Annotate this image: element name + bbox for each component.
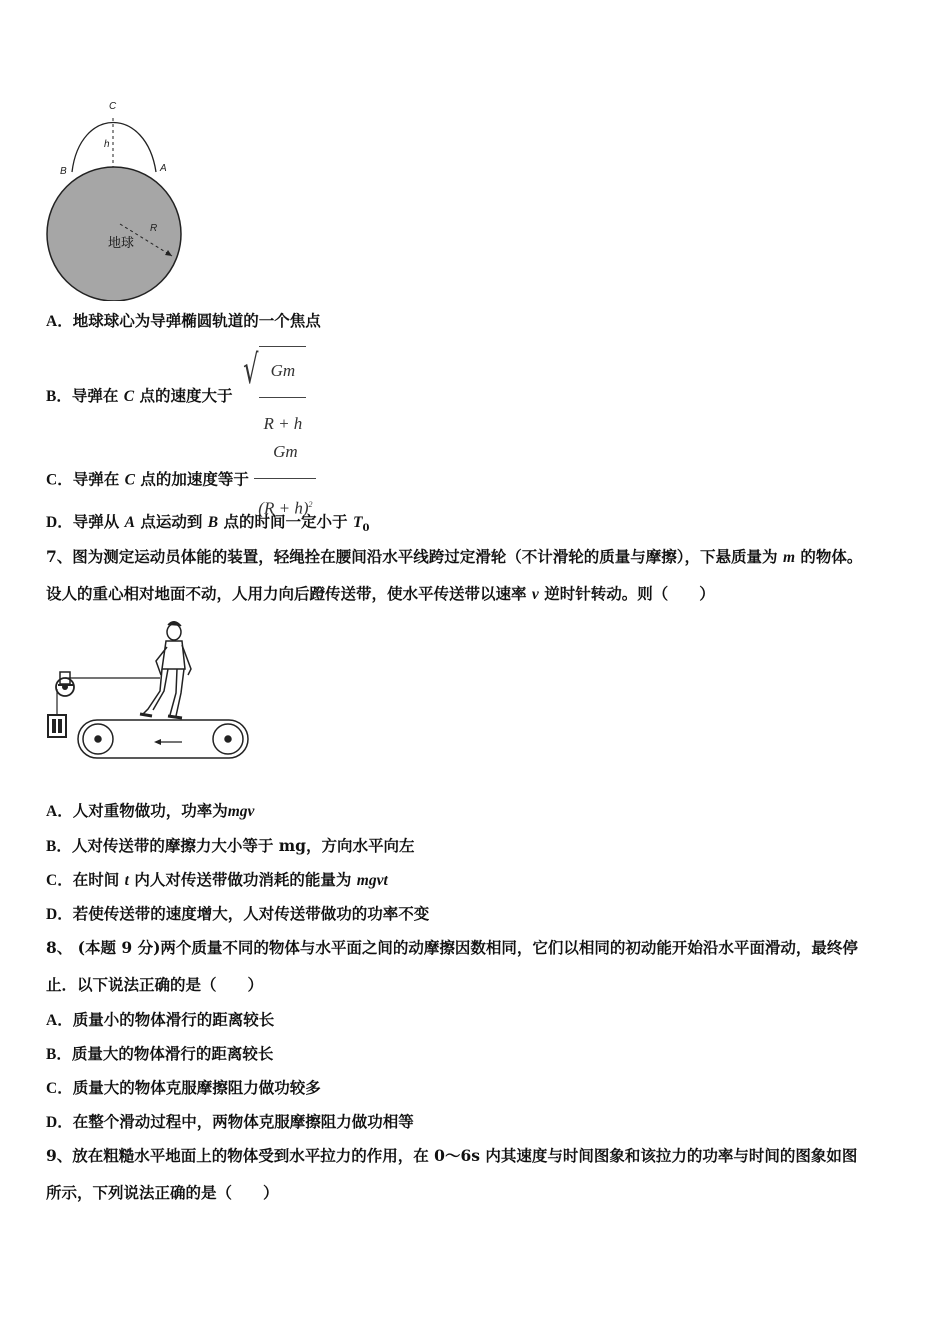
label-a: A [160, 163, 167, 174]
conveyor-belt [78, 720, 248, 758]
q6-option-d: D．导弹从 A 点运动到 B 点的时间一定小于 $T_0$ [46, 512, 370, 535]
q7-option-b: B．人对传送带的摩擦力大小等于 mg，方向水平向左 [46, 836, 415, 855]
q7-option-d: D．若使传送带的速度增大，人对传送带做功的功率不变 [46, 904, 430, 923]
q7-option-c: C．在时间 t 内人对传送带做功消耗的能量为 mgvt [46, 870, 388, 889]
q8-option-c: C．质量大的物体克服摩擦阻力做功较多 [46, 1078, 321, 1097]
q7-stem-line-2: 设人的重心相对地面不动，人用力向后蹬传送带，使水平传送带以速率 v 逆时针转动。则（ ） [46, 584, 715, 603]
q6-option-b: B．导弹在 C 点的速度大于 √ $\frac{Gm}{R + h}$ [46, 346, 306, 448]
q9-stem-line-2: 所示，下列说法正确的是（ ） [46, 1183, 279, 1202]
label-earth: 地球 [108, 235, 135, 250]
q6-option-a: A．地球球心为导弹椭圆轨道的一个焦点 [46, 311, 321, 330]
label-b: B [60, 166, 67, 177]
q8-stem-line-1: 8、 (本题 9 分)两个质量不同的物体与水平面之间的动摩擦因数相同，它们以相同的初动能开始沿水平面滑动，最终停 [46, 938, 858, 957]
q8-option-b: B．质量大的物体滑行的距离较长 [46, 1044, 274, 1063]
q8-option-a: A．质量小的物体滑行的距离较长 [46, 1010, 275, 1029]
treadmill-figure [44, 617, 254, 767]
fraction-gm-over-rh: $\frac{Gm}{R + h}$ [259, 347, 306, 448]
runner-person [140, 622, 191, 718]
q7-stem-line-1: 7、图为测定运动员体能的装置，轻绳拴在腰间沿水平线跨过定滑轮（不计滑轮的质量与摩擦），下悬质量为 m 的物体。 [46, 547, 863, 566]
earth-orbit-figure [44, 96, 189, 301]
q7-option-a: A．人对重物做功，功率为mgv [46, 801, 255, 820]
q8-option-d: D．在整个滑动过程中，两物体克服摩擦阻力做功相等 [46, 1112, 414, 1131]
hanging-weight [48, 715, 66, 737]
missile-trajectory [72, 123, 156, 173]
q8-stem-line-2: 止．以下说法正确的是（ ） [46, 975, 264, 994]
sqrt-expression: √ $\frac{Gm}{R + h}$ [238, 346, 306, 448]
label-h: h [104, 139, 110, 150]
fraction-gm-over-rh-squared: $\frac{Gm}{(R + h)^2}$ [254, 428, 316, 533]
earth-circle [47, 167, 181, 301]
q6-option-c: C．导弹在 C 点的加速度等于 $\frac{Gm}{(R + h)^2}$ [46, 428, 316, 533]
q9-stem-line-1: 9、放在粗糙水平地面上的物体受到水平拉力的作用，在 0～6s 内其速度与时间图象和该拉力的功率与时间的图象如图 [46, 1146, 858, 1165]
label-r: R [150, 223, 158, 234]
label-c: C [109, 101, 117, 112]
